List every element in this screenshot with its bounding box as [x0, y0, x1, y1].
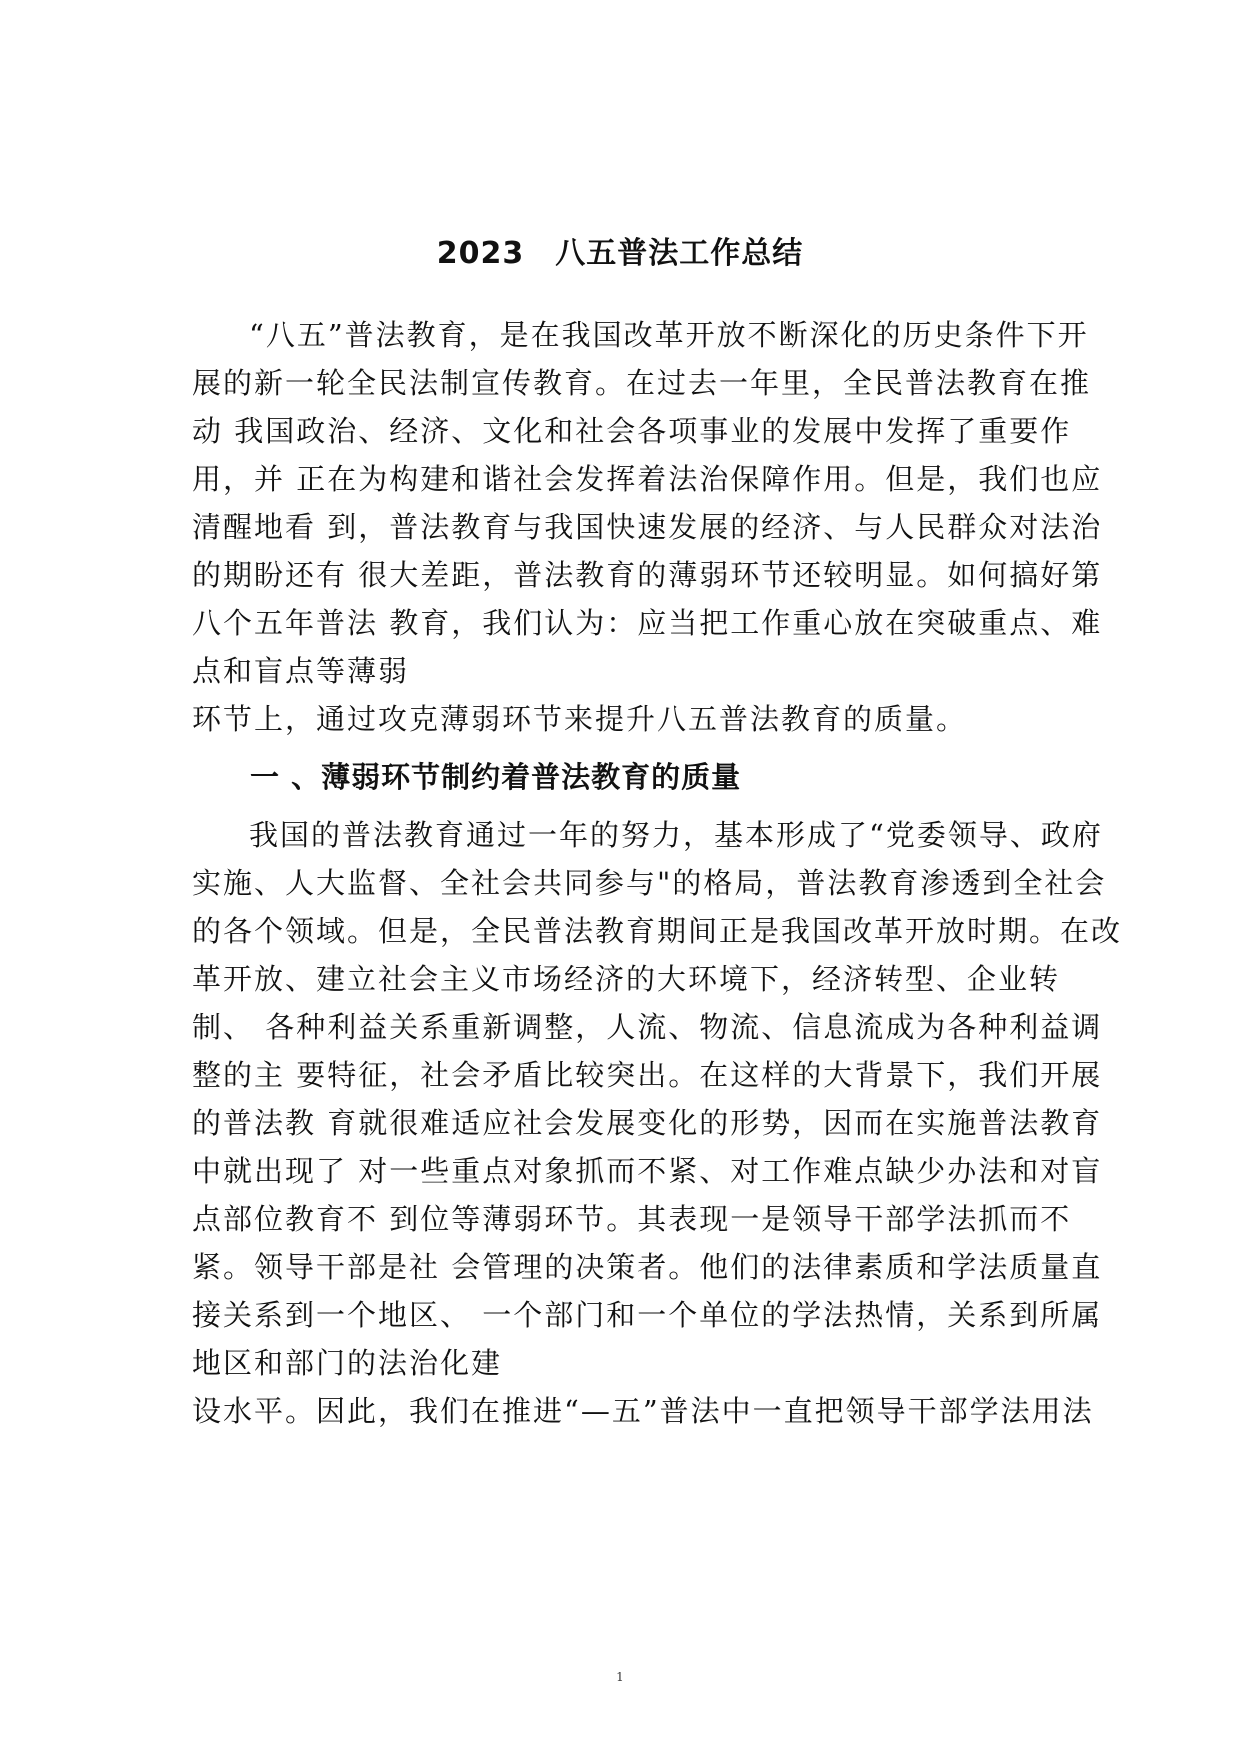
- paragraph2-line-8: 中就出现了 对一些重点对象抓而不紧、对工作难点缺少办法和对盲: [192, 1154, 1103, 1188]
- paragraph2-line-11: 接关系到一个地区、 一个部门和一个单位的学法热情，关系到所属: [192, 1298, 1103, 1332]
- paragraph2-line-5: 制、 各种利益关系重新调整，人流、物流、信息流成为各种利益调: [192, 1010, 1103, 1044]
- paragraph2-line-13: 设水平。因此，我们在推进“—五”普法中一直把领导干部学法用法: [192, 1394, 1094, 1428]
- section-heading-1: 一 、薄弱环节制约着普法教育的质量: [250, 760, 742, 794]
- paragraph2-line-12: 地区和部门的法治化建: [192, 1346, 503, 1380]
- paragraph1-line-6: 的期盼还有 很大差距，普法教育的薄弱环节还较明显。如何搞好第: [192, 558, 1103, 592]
- paragraph2-line-3: 的各个领域。但是，全民普法教育期间正是我国改革开放时期。在改: [192, 914, 1123, 948]
- paragraph1-line-5: 清醒地看 到，普法教育与我国快速发展的经济、与人民群众对法治: [192, 510, 1103, 544]
- paragraph1-line-8: 点和盲点等薄弱: [192, 654, 410, 688]
- document-title: 2023 八五普法工作总结: [436, 236, 804, 271]
- paragraph2-line-7: 的普法教 育就很难适应社会发展变化的形势，因而在实施普法教育: [192, 1106, 1103, 1140]
- paragraph1-line-9: 环节上，通过攻克薄弱环节来提升八五普法教育的质量。: [192, 702, 968, 736]
- paragraph2-line-10: 紧。领导干部是社 会管理的决策者。他们的法律素质和学法质量直: [192, 1250, 1103, 1284]
- page-number: 1: [616, 1670, 624, 1684]
- paragraph1-line-7: 八个五年普法 教育，我们认为：应当把工作重心放在突破重点、难: [192, 606, 1103, 640]
- paragraph2-line-6: 整的主 要特征，社会矛盾比较突出。在这样的大背景下，我们开展: [192, 1058, 1103, 1092]
- paragraph2-line-4: 革开放、建立社会主义市场经济的大环境下，经济转型、企业转: [192, 962, 1061, 996]
- paragraph1-line-4: 用，并 正在为构建和谐社会发挥着法治保障作用。但是，我们也应: [192, 462, 1103, 496]
- paragraph2-line-9: 点部位教育不 到位等薄弱环节。其表现一是领导干部学法抓而不: [192, 1202, 1072, 1236]
- paragraph2-line-2: 实施、人大监督、全社会共同参与"的格局，普法教育渗透到全社会: [192, 866, 1107, 900]
- paragraph1-line-3: 动 我国政治、经济、文化和社会各项事业的发展中发挥了重要作: [192, 414, 1072, 448]
- paragraph2-line-1: 我国的普法教育通过一年的努力，基本形成了“党委领导、政府: [249, 818, 1103, 852]
- paragraph1-line-2: 展的新一轮全民法制宣传教育。在过去一年里，全民普法教育在推: [192, 366, 1092, 400]
- paragraph1-line-1: “八五”普法教育，是在我国改革开放不断深化的历史条件下开: [249, 318, 1089, 352]
